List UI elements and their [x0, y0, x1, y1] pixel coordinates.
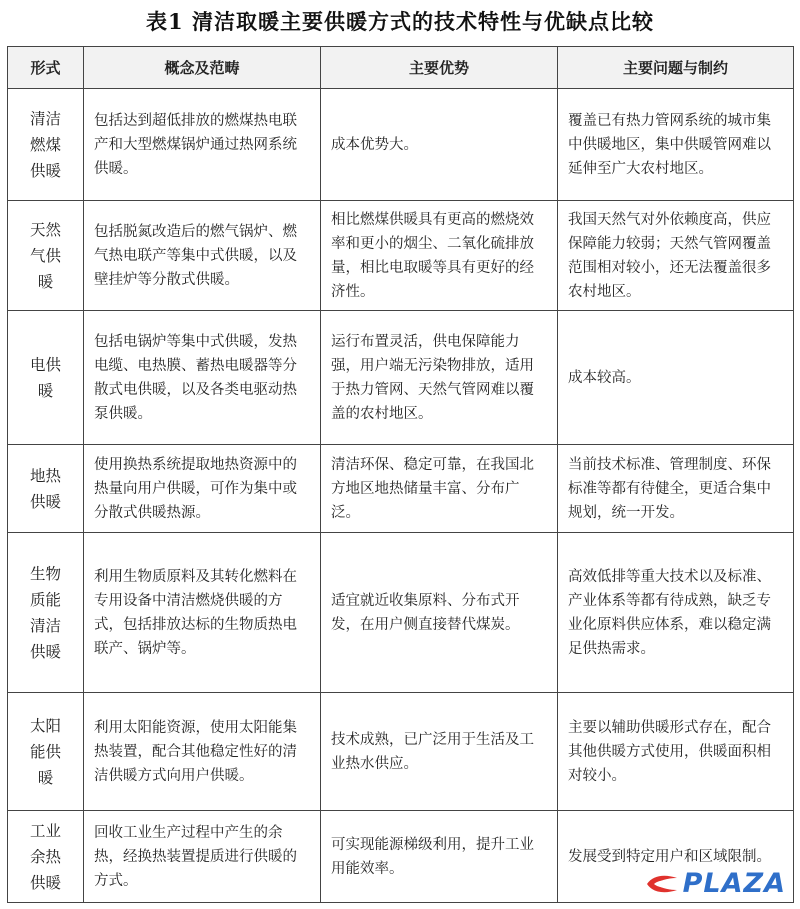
table-row — [8, 311, 794, 445]
table-row — [8, 693, 794, 811]
advantage-cell: 技术成熟，已广泛用于生活及工业热水供应。 — [321, 693, 558, 811]
problem-cell: 成本较高。 — [558, 311, 794, 445]
header-problem: 主要问题与制约 — [558, 47, 794, 89]
advantage-cell: 相比燃煤供暖具有更高的燃烧效率和更小的烟尘、二氧化硫排放量，相比电取暖等具有更好的经济性。 — [321, 201, 558, 311]
type-cell: 电供暖 — [8, 311, 84, 445]
type-cell: 太阳能供暖 — [8, 693, 84, 811]
table-row — [8, 533, 794, 693]
table-row — [8, 89, 794, 201]
table-row — [8, 201, 794, 311]
concept-cell: 利用太阳能资源，使用太阳能集热装置，配合其他稳定性好的清洁供暖方式向用户供暖。 — [84, 693, 321, 811]
advantage-cell: 可实现能源梯级利用，提升工业用能效率。 — [321, 811, 558, 903]
concept-cell: 包括达到超低排放的燃煤热电联产和大型燃煤锅炉通过热网系统供暖。 — [84, 89, 321, 201]
type-cell: 地热供暖 — [8, 445, 84, 533]
watermark-text: PLAZA — [682, 868, 786, 899]
header-type: 形式 — [8, 47, 84, 89]
concept-cell: 利用生物质原料及其转化燃料在专用设备中清洁燃烧供暖的方式，包括排放达标的生物质热电联产、锅炉等。 — [84, 533, 321, 693]
comparison-table — [7, 46, 794, 903]
concept-cell: 使用换热系统提取地热资源中的热量向用户供暖，可作为集中或分散式供暖热源。 — [84, 445, 321, 533]
problem-cell: 发展受到特定用户和区域限制。 — [558, 811, 794, 903]
problem-cell: 当前技术标准、管理制度、环保标准等都有待健全，更适合集中规划，统一开发。 — [558, 445, 794, 533]
header-advantage: 主要优势 — [321, 47, 558, 89]
flame-arrow-logo-icon — [645, 872, 679, 896]
advantage-cell: 清洁环保、稳定可靠，在我国北方地区地热储量丰富、分布广泛。 — [321, 445, 558, 533]
type-cell: 天然气供暖 — [8, 201, 84, 311]
problem-cell: 覆盖已有热力管网系统的城市集中供暖地区，集中供暖管网难以延伸至广大农村地区。 — [558, 89, 794, 201]
concept-cell: 包括脱氮改造后的燃气锅炉、燃气热电联产等集中式供暖，以及壁挂炉等分散式供暖。 — [84, 201, 321, 311]
header-row — [8, 47, 794, 89]
advantage-cell: 运行布置灵活，供电保障能力强，用户端无污染物排放，适用于热力管网、天然气管网难以覆盖的农村地区。 — [321, 311, 558, 445]
type-cell: 生物质能清洁供暖 — [8, 533, 84, 693]
advantage-cell: 适宜就近收集原料、分布式开发，在用户侧直接替代煤炭。 — [321, 533, 558, 693]
concept-cell: 包括电锅炉等集中式供暖，发热电缆、电热膜、蓄热电暖器等分散式电供暖，以及各类电驱动热泵供暖。 — [84, 311, 321, 445]
type-cell: 清洁燃煤供暖 — [8, 89, 84, 201]
advantage-cell: 成本优势大。 — [321, 89, 558, 201]
header-concept: 概念及范畴 — [84, 47, 321, 89]
problem-cell: 高效低排等重大技术以及标准、产业体系等都有待成熟，缺乏专业化原料供应体系，难以稳定满足供热需求。 — [558, 533, 794, 693]
watermark — [645, 868, 786, 899]
problem-cell: 主要以辅助供暖形式存在，配合其他供暖方式使用，供暖面积相对较小。 — [558, 693, 794, 811]
concept-cell: 回收工业生产过程中产生的余热，经换热装置提质进行供暖的方式。 — [84, 811, 321, 903]
type-cell: 工业余热供暖 — [8, 811, 84, 903]
table-row — [8, 445, 794, 533]
problem-cell: 我国天然气对外依赖度高，供应保障能力较弱；天然气管网覆盖范围相对较小，还无法覆盖很多农村地区。 — [558, 201, 794, 311]
table-title: 表1 清洁取暖主要供暖方式的技术特性与优缺点比较 — [146, 9, 654, 34]
